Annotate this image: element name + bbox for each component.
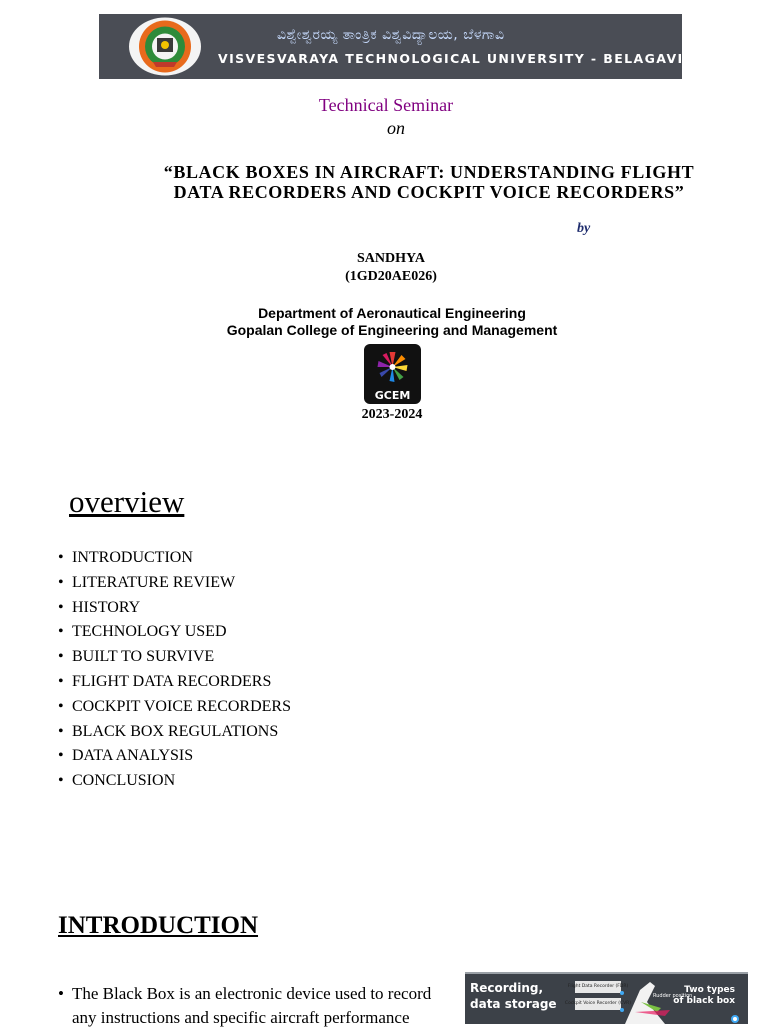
by-label: by — [577, 221, 591, 236]
seminar-topic-title — [140, 162, 718, 202]
introduction-paragraph: • The Black Box is an electronic device used to record any instructions and specific aircraft performance — [58, 984, 432, 1027]
list-item: • BUILT TO SURVIVE — [58, 648, 215, 666]
banner-english-text: VISVESVARAYA TECHNOLOGICAL UNIVERSITY - BELAGAVI — [218, 51, 684, 66]
university-emblem-icon — [126, 16, 204, 77]
svg-text:Flight Data Recorder (FDR): Flight Data Recorder (FDR) — [567, 984, 629, 989]
list-item: • LITERATURE REVIEW — [58, 573, 236, 591]
list-item: • INTRODUCTION — [58, 549, 193, 566]
department-block — [0, 305, 768, 339]
author-name: SANDHYA — [357, 251, 425, 266]
list-item: • HISTORY — [58, 598, 141, 616]
author-block — [0, 250, 768, 286]
intro-line-1: The Black Box is an electronic device used to record — [72, 984, 432, 1003]
title-line-1: “BLACK BOXES IN AIRCRAFT: UNDERSTANDING FLIGHT — [163, 162, 695, 182]
intro-line-2: any instructions and specific aircraft performance — [72, 1008, 410, 1027]
college-name: Gopalan College of Engineering and Management — [226, 322, 558, 338]
academic-year: 2023-2024 — [361, 407, 423, 422]
list-item: • FLIGHT DATA RECORDERS — [58, 672, 272, 690]
on-label: on — [387, 118, 405, 138]
introduction-heading: INTRODUCTION — [58, 912, 259, 939]
list-item: • BLACK BOX REGULATIONS — [58, 722, 279, 740]
svg-text:Rudder position: Rudder position — [653, 993, 693, 999]
author-usn: (1GD20AE026) — [345, 269, 437, 284]
department-name: Department of Aeronautical Engineering — [258, 305, 526, 321]
banner-kannada-text: ವಿಶ್ವೇಶ್ವರಯ್ಯ ತಾಂತ್ರಿಕ ವಿಶ್ವವಿದ್ಯಾಲಯ, ಬೆಳಗಾವಿ — [277, 27, 505, 43]
seminar-label: Technical Seminar — [318, 95, 454, 115]
svg-text:Recording,: Recording, — [470, 981, 544, 995]
svg-text:of black box: of black box — [673, 996, 735, 1006]
university-banner — [99, 14, 682, 79]
college-logo — [364, 344, 421, 404]
svg-text:data storage: data storage — [470, 997, 557, 1011]
title-line-2: DATA RECORDERS AND COCKPIT VOICE RECORDERS” — [173, 182, 685, 202]
svg-text:Cockpit Voice Recorder (CVR): Cockpit Voice Recorder (CVR) — [564, 1001, 632, 1006]
overview-list — [58, 546, 291, 794]
list-item: • DATA ANALYSIS — [58, 747, 194, 765]
overview-heading: overview — [69, 484, 185, 519]
black-box-infographic — [465, 972, 748, 1024]
list-item: • COCKPIT VOICE RECORDERS — [58, 697, 291, 715]
college-logo-text: GCEM — [374, 389, 411, 402]
list-item: • CONCLUSION — [58, 772, 176, 790]
svg-text:Two types: Two types — [684, 985, 735, 995]
list-item: • TECHNOLOGY USED — [58, 623, 227, 641]
